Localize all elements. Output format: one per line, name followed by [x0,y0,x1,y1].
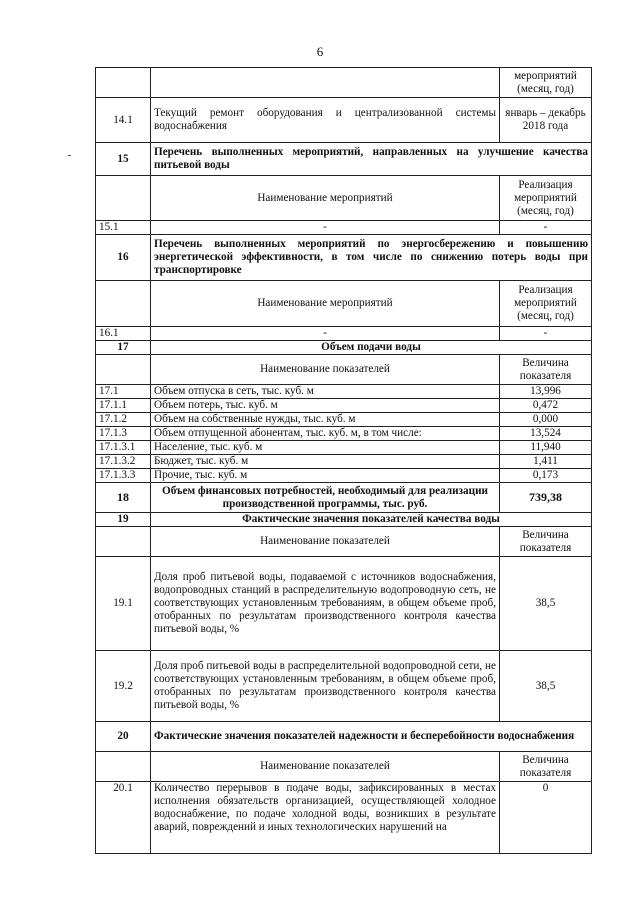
cell-num: 17.1.3.3 [96,469,151,483]
cell-value: 0,472 [500,399,592,413]
cell-name: Бюджет, тыс. куб. м [151,455,500,469]
table-row [96,469,592,483]
cell-value: январь – декабрь 2018 года [500,98,592,143]
cell-name: Объем на собственные нужды, тыс. куб. м [151,413,500,427]
table-row [96,98,592,143]
section-row [96,341,592,355]
column-header: Наименование мероприятий [151,281,500,327]
section-row [96,143,592,176]
cell-name: Население, тыс. куб. м [151,441,500,455]
cell-value: 38,5 [500,651,592,722]
section-row [96,722,592,752]
cell-name: Объем финансовых потребностей, необходимый для реализации производственной программы, тыс. руб. [151,483,500,513]
cell-num: 14.1 [96,98,151,143]
cell-num [96,68,151,98]
cell-num [96,752,151,782]
cell-name: Текущий ремонт оборудования и централизованной системы водоснабжения [151,98,500,143]
cell-num: 17.1.3.2 [96,455,151,469]
cell-name: Доля проб питьевой воды в распределительной водопроводной сети, не соответствующих установленным требованиям, в общем объеме проб, отобранных по результатам производственного контроля качества питьевой воды, % [151,651,500,722]
column-header: Реализация мероприятий (месяц, год) [500,281,592,327]
section-number: 17 [96,341,151,355]
cell-value: - [500,221,592,235]
section-number: 15 [96,143,151,176]
table-row [96,455,592,469]
section-number: 20 [96,722,151,752]
table-row [96,782,592,854]
cell-value: 38,5 [500,557,592,651]
cell-num: 17.1.1 [96,399,151,413]
header-row [96,281,592,327]
cell-name: Объем отпуска в сеть, тыс. куб. м [151,385,500,399]
section-number: 19 [96,513,151,527]
table-row [96,385,592,399]
cell-num: 15.1 [96,221,151,235]
section-number: 16 [96,235,151,281]
cell-value: 0 [500,782,592,854]
cell-value: - [500,327,592,341]
table-row [96,221,592,235]
cell-num: 17.1.3.1 [96,441,151,455]
cell-value: 13,996 [500,385,592,399]
cell-value: 13,524 [500,427,592,441]
cell-name: Объем отпущенной абонентам, тыс. куб. м, в том числе: [151,427,500,441]
column-header: Величина показателя [500,752,592,782]
header-row [96,176,592,221]
cell-name: Прочие, тыс. куб. м [151,469,500,483]
cell-value: 1,411 [500,455,592,469]
cell-num [96,527,151,557]
column-header: Наименование показателей [151,752,500,782]
table-row [96,557,592,651]
cell-num: 20.1 [96,782,151,854]
cell-num: 17.1.2 [96,413,151,427]
cell-name: Объем потерь, тыс. куб. м [151,399,500,413]
cell-name: Количество перерывов в подаче воды, зафиксированных в местах исполнения обязательств организацией, осуществляющей холодное водоснабжение, по подаче холодной воды, возникших в результате аварий, повреждений и иных технологических нарушений на [151,782,500,854]
cell-num: 17.1 [96,385,151,399]
cell-num: 16.1 [96,327,151,341]
cell-num [96,355,151,385]
cell-name: Доля проб питьевой воды, подаваемой с источников водоснабжения, водопроводных станций в распределительную водопроводную сеть, не соответствующих установленным требованиям, в общем объеме проб, отобранных по результатам производственного контроля качества питьевой воды, % [151,557,500,651]
cell-value: 0,000 [500,413,592,427]
section-row [96,513,592,527]
section-row [96,235,592,281]
column-header: Величина показателя [500,527,592,557]
table-row [96,483,592,513]
header-row [96,752,592,782]
section-title: Перечень выполненных мероприятий, направленных на улучшение качества питьевой воды [151,143,592,176]
page-number: 6 [316,44,324,59]
cell-name: - [151,327,500,341]
table-row [96,413,592,427]
header-row [96,527,592,557]
section-title: Фактические значения показателей качества воды [151,513,592,527]
table-row [96,651,592,722]
cell-num [96,176,151,221]
column-header: Реализация мероприятий (месяц, год) [500,176,592,221]
column-header: Наименование мероприятий [151,176,500,221]
section-title: Фактические значения показателей надежности и бесперебойности водоснабжения [151,722,592,752]
report-table [95,67,592,854]
table-row [96,68,592,98]
cell-name [151,68,500,98]
column-header: Наименование показателей [151,355,500,385]
cell-name: - [151,221,500,235]
header-row [96,355,592,385]
column-header: Величина показателя [500,355,592,385]
cell-num: 17.1.3 [96,427,151,441]
table-row [96,399,592,413]
cell-num: 18 [96,483,151,513]
section-title: Объем подачи воды [151,341,592,355]
cell-num: 19.2 [96,651,151,722]
cell-num: 19.1 [96,557,151,651]
section-title: Перечень выполненных мероприятий по энергосбережению и повышению энергетической эффективности, в том числе по снижению потерь воды при транспортировке [151,235,592,281]
table-row [96,327,592,341]
cell-value: мероприятий (месяц, год) [500,68,592,98]
margin-mark [68,155,71,156]
table-row [96,427,592,441]
cell-value: 0,173 [500,469,592,483]
column-header: Наименование показателей [151,527,500,557]
cell-value: 11,940 [500,441,592,455]
cell-num [96,281,151,327]
cell-value: 739,38 [500,483,592,513]
table-row [96,441,592,455]
